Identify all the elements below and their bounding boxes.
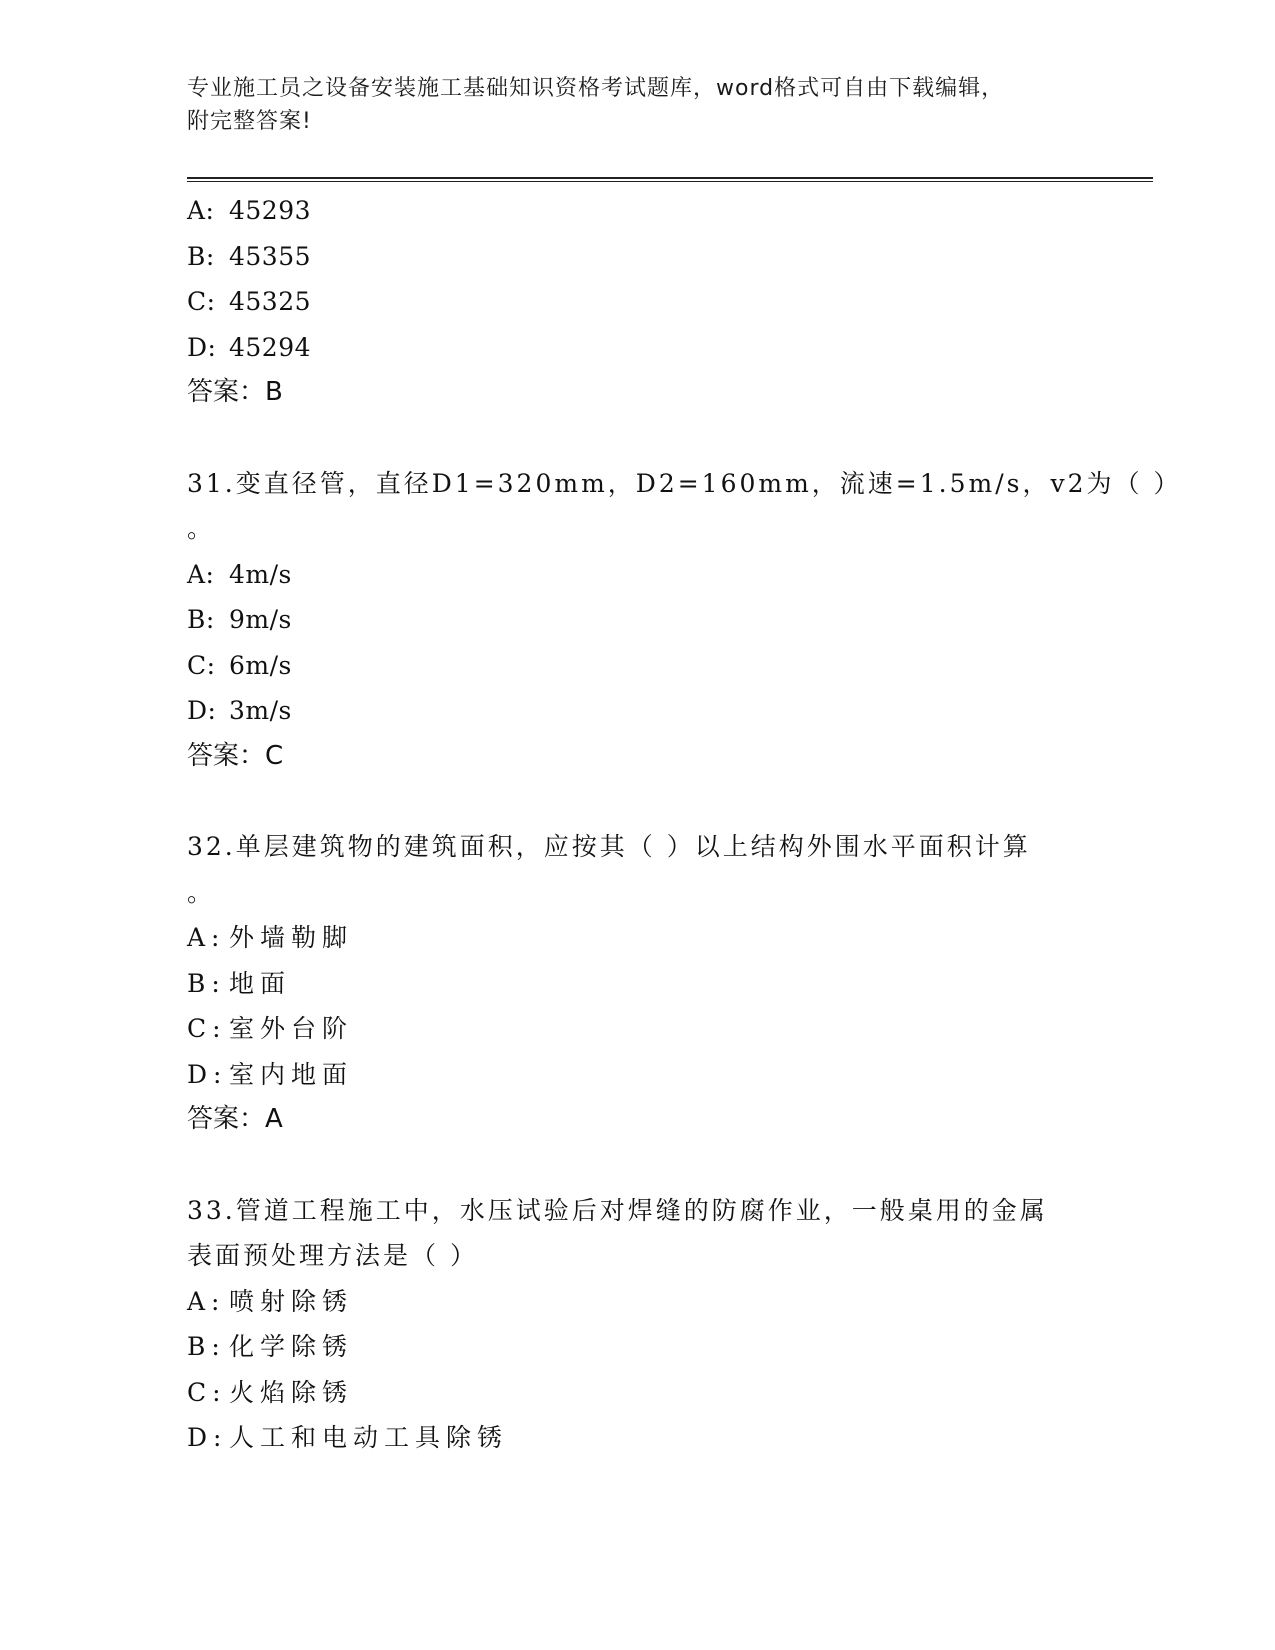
option-text: 9m/s — [229, 605, 292, 634]
option-d — [187, 1415, 1067, 1461]
option-a — [187, 1279, 1067, 1325]
question-31 — [187, 461, 1182, 780]
option-text: 45294 — [229, 332, 312, 362]
question-text-continued: 。 — [187, 514, 216, 543]
option-text: 4m/s — [229, 559, 292, 589]
option-label: A: — [187, 923, 226, 952]
spacer — [187, 1143, 1067, 1188]
option-b — [187, 597, 1067, 643]
option-label: C: — [187, 1377, 227, 1407]
option-text: 化学除锈 — [229, 1332, 354, 1361]
option-label: D: — [187, 1423, 228, 1452]
document-header — [187, 72, 1067, 138]
option-d — [187, 688, 1067, 734]
option-d — [187, 1052, 1067, 1098]
option-text: 室外台阶 — [229, 1014, 354, 1043]
option-label: B: — [187, 968, 226, 998]
option-label: C: — [187, 650, 216, 680]
option-label: D: — [187, 696, 217, 725]
option-c — [187, 1370, 1067, 1416]
option-text: 地面 — [229, 968, 292, 998]
question-text: 31.变直径管，直径D1=320mm，D2=160mm，流速=1.5m/s，v2为（ ） — [187, 468, 1182, 498]
answer: 答案：C — [187, 740, 284, 771]
option-a — [187, 915, 1067, 961]
answer: 答案：A — [187, 1104, 283, 1134]
option-text: 3m/s — [229, 696, 292, 725]
question-list — [187, 188, 1182, 1461]
option-b — [187, 234, 1067, 280]
option-b — [187, 961, 1067, 1007]
header-divider — [187, 177, 1153, 182]
option-text: 室内地面 — [229, 1059, 354, 1089]
option-a — [187, 188, 1067, 234]
option-c — [187, 1006, 1067, 1052]
header-line-1: 专业施工员之设备安装施工基础知识资格考试题库，word格式可自由下载编辑， — [187, 76, 1005, 101]
spacer — [187, 779, 1067, 824]
option-label: D: — [187, 1059, 228, 1089]
option-text: 人工和电动工具除锈 — [229, 1423, 509, 1452]
answer: 答案：B — [187, 377, 283, 407]
question-text-continued: 表面预处理方法是（ ） — [187, 1241, 478, 1270]
option-d — [187, 325, 1067, 371]
option-c — [187, 643, 1067, 689]
option-a — [187, 552, 1067, 598]
option-c — [187, 279, 1067, 325]
option-label: C: — [187, 287, 216, 316]
question-text: 33.管道工程施工中，水压试验后对焊缝的防腐作业，一般桌用的金属 — [187, 1195, 1048, 1225]
question-32 — [187, 824, 1067, 1143]
question-30 — [187, 188, 1067, 416]
option-text: 外墙勒脚 — [229, 923, 354, 952]
option-label: B: — [187, 605, 215, 634]
option-text: 火焰除锈 — [229, 1377, 354, 1407]
option-text: 45293 — [229, 196, 312, 225]
header-line-2: 附完整答案! — [187, 109, 312, 134]
question-33 — [187, 1188, 1067, 1461]
option-label: C: — [187, 1014, 227, 1043]
option-text: 6m/s — [229, 650, 292, 680]
option-label: B: — [187, 241, 215, 271]
option-text: 45355 — [229, 241, 312, 271]
question-text-continued: 。 — [187, 877, 216, 907]
option-text: 喷射除锈 — [229, 1286, 354, 1316]
option-label: A: — [187, 196, 215, 225]
question-text: 32.单层建筑物的建筑面积，应按其（ ）以上结构外围水平面积计算 — [187, 832, 1031, 861]
option-label: A: — [187, 559, 215, 589]
option-label: A: — [187, 1286, 226, 1316]
option-label: D: — [187, 332, 217, 362]
option-text: 45325 — [229, 287, 312, 316]
option-b — [187, 1324, 1067, 1370]
option-label: B: — [187, 1332, 226, 1361]
spacer — [187, 416, 1067, 461]
